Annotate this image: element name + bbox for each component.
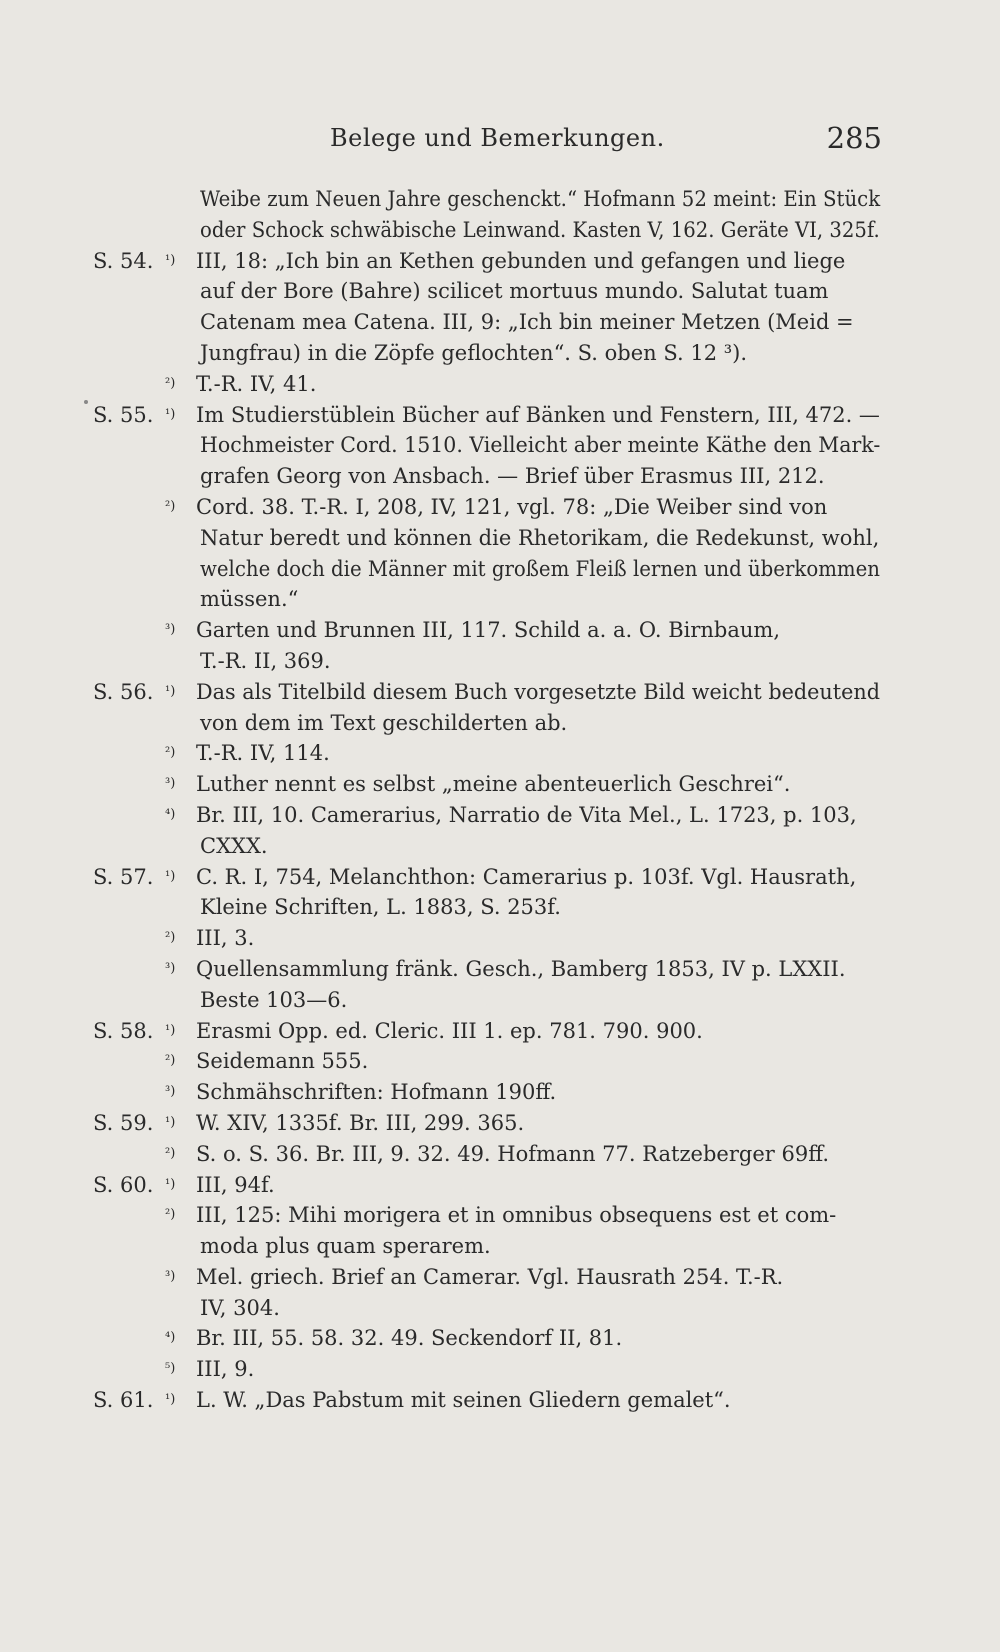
text-line <box>0 985 1000 1016</box>
text-line <box>0 1323 1000 1354</box>
footnote-marker: ¹) <box>165 252 176 268</box>
text-line <box>0 430 1000 461</box>
text-line <box>0 923 1000 954</box>
line-text: III, 94f. <box>196 1172 275 1197</box>
running-title: Belege und Bemerkungen. <box>330 124 665 152</box>
text-line <box>0 584 1000 615</box>
text-line <box>0 769 1000 800</box>
line-text: Br. III, 55. 58. 32. 49. Seckendorf II, 81. <box>196 1326 623 1351</box>
line-text: Natur beredt und können die Rhetorikam, die Redekunst, wohl, <box>200 525 880 550</box>
line-text: III, 18: „Ich bin an Kethen gebunden und gefangen und liege <box>196 248 846 273</box>
text-line <box>0 738 1000 769</box>
line-text: Schmähschriften: Hofmann 190ff. <box>196 1080 557 1105</box>
text-line <box>0 184 1000 215</box>
text-line <box>0 862 1000 893</box>
line-text: W. XIV, 1335f. Br. III, 299. 365. <box>196 1110 525 1135</box>
text-line <box>0 215 1000 246</box>
text-line <box>0 307 1000 338</box>
line-text: Erasmi Opp. ed. Cleric. III 1. ep. 781. 790. 900. <box>196 1018 703 1043</box>
text-line <box>0 708 1000 739</box>
line-text: Im Studierstüblein Bücher auf Bänken und Fenstern, III, 472. — <box>196 402 880 427</box>
line-text: C. R. I, 754, Melanchthon: Camerarius p. 103f. Vgl. Hausrath, <box>196 864 857 889</box>
footnote-marker: ³) <box>165 776 176 792</box>
page-number: 285 <box>826 121 882 155</box>
footnote-marker: ³) <box>165 960 176 976</box>
footnote-marker: ¹) <box>165 406 176 422</box>
line-text: IV, 304. <box>200 1295 280 1320</box>
line-text: III, 9. <box>196 1357 255 1382</box>
text-line <box>0 954 1000 985</box>
footnote-marker: ¹) <box>165 1176 176 1192</box>
footnote-marker: ³) <box>165 622 176 638</box>
text-line <box>0 276 1000 307</box>
section-reference: S. 59. <box>93 1110 154 1135</box>
line-text: Mel. griech. Brief an Camerar. Vgl. Hausrath 254. T.-R. <box>196 1264 784 1289</box>
text-line <box>0 1139 1000 1170</box>
line-text: Jungfrau) in die Zöpfe geflochten“. S. oben S. 12 ³). <box>200 340 748 365</box>
section-reference: S. 57. <box>93 864 154 889</box>
text-line <box>0 892 1000 923</box>
text-line <box>0 554 1000 585</box>
footnote-marker: ²) <box>165 930 176 946</box>
text-line <box>0 1293 1000 1324</box>
footnote-marker: ¹) <box>165 868 176 884</box>
line-text: Kleine Schriften, L. 1883, S. 253f. <box>200 895 561 920</box>
footnote-marker: ⁵) <box>165 1361 176 1377</box>
line-text: oder Schock schwäbische Leinwand. Kasten V, 162. Geräte VI, 325f. <box>200 217 880 242</box>
footnote-marker: ³) <box>165 1268 176 1284</box>
line-text: Beste 103—6. <box>200 987 348 1012</box>
line-text: moda plus quam sperarem. <box>200 1234 491 1259</box>
text-line <box>0 523 1000 554</box>
section-reference: S. 55. <box>93 402 154 427</box>
text-line <box>0 369 1000 400</box>
line-text: auf der Bore (Bahre) scilicet mortuus mundo. Salutat tuam <box>200 279 829 304</box>
footnote-marker: ¹) <box>165 1022 176 1038</box>
line-text: T.-R. IV, 114. <box>196 741 330 766</box>
text-line <box>0 400 1000 431</box>
line-text: Cord. 38. T.-R. I, 208, IV, 121, vgl. 78: „Die Weiber sind von <box>196 494 828 519</box>
text-line <box>0 831 1000 862</box>
section-reference: S. 61. <box>93 1388 154 1413</box>
text-line <box>0 1354 1000 1385</box>
line-text: T.-R. IV, 41. <box>196 371 317 396</box>
line-text: S. o. S. 36. Br. III, 9. 32. 49. Hofmann 77. Ratzeberger 69ff. <box>196 1141 830 1166</box>
line-text: müssen.“ <box>200 587 299 612</box>
line-text: CXXX. <box>200 833 268 858</box>
footnote-marker: ¹) <box>165 1392 176 1408</box>
page-header <box>0 121 1000 164</box>
line-text: III, 125: Mihi morigera et in omnibus obsequens est et com- <box>196 1203 837 1228</box>
text-line <box>0 1262 1000 1293</box>
text-line <box>0 338 1000 369</box>
line-text: Quellensammlung fränk. Gesch., Bamberg 1853, IV p. LXXII. <box>196 956 846 981</box>
section-reference: S. 60. <box>93 1172 154 1197</box>
footnote-marker: ⁴) <box>165 806 176 822</box>
section-reference: S. 54. <box>93 248 154 273</box>
line-text: L. W. „Das Pabstum mit seinen Gliedern gemalet“. <box>196 1388 731 1413</box>
text-line <box>0 246 1000 277</box>
line-text: III, 3. <box>196 926 255 951</box>
footnote-marker: ⁴) <box>165 1330 176 1346</box>
text-line <box>0 1016 1000 1047</box>
footnote-marker: ¹) <box>165 683 176 699</box>
footnote-marker: ²) <box>165 1207 176 1223</box>
text-line <box>0 1200 1000 1231</box>
text-line <box>0 1077 1000 1108</box>
line-text: grafen Georg von Ansbach. — Brief über Erasmus III, 212. <box>200 464 825 489</box>
footnote-marker: ²) <box>165 1145 176 1161</box>
text-line <box>0 492 1000 523</box>
section-reference: S. 56. <box>93 679 154 704</box>
section-reference: S. 58. <box>93 1018 154 1043</box>
line-text: Seidemann 555. <box>196 1049 369 1074</box>
text-line <box>0 1170 1000 1201</box>
line-text: Weibe zum Neuen Jahre geschenckt.“ Hofmann 52 meint: Ein Stück <box>200 187 881 211</box>
text-line <box>0 615 1000 646</box>
text-line <box>0 1046 1000 1077</box>
line-text: von dem im Text geschilderten ab. <box>200 710 568 735</box>
line-text: T.-R. II, 369. <box>200 648 331 673</box>
text-line <box>0 1108 1000 1139</box>
line-text: welche doch die Männer mit großem Fleiß lernen und überkommen <box>200 556 880 581</box>
text-line <box>0 1231 1000 1262</box>
footnote-marker: ²) <box>165 375 176 391</box>
line-text: Garten und Brunnen III, 117. Schild a. a. O. Birnbaum, <box>196 618 781 643</box>
text-line <box>0 1385 1000 1416</box>
text-line <box>0 677 1000 708</box>
footnote-marker: ²) <box>165 498 176 514</box>
line-text: Hochmeister Cord. 1510. Vielleicht aber meinte Käthe den Mark- <box>200 433 881 458</box>
line-text: Catenam mea Catena. III, 9: „Ich bin meiner Metzen (Meid = <box>200 310 854 335</box>
line-text: Das als Titelbild diesem Buch vorgesetzte Bild weicht bedeutend <box>196 679 881 704</box>
text-line <box>0 461 1000 492</box>
footnote-marker: ¹) <box>165 1114 176 1130</box>
line-text: Br. III, 10. Camerarius, Narratio de Vita Mel., L. 1723, p. 103, <box>196 802 857 827</box>
notes-body <box>0 184 1000 1416</box>
line-text: Luther nennt es selbst „meine abenteuerlich Geschrei“. <box>196 772 791 797</box>
footnote-marker: ³) <box>165 1084 176 1100</box>
text-line <box>0 800 1000 831</box>
footnote-marker: ²) <box>165 745 176 761</box>
text-line <box>0 646 1000 677</box>
footnote-marker: ²) <box>165 1053 176 1069</box>
